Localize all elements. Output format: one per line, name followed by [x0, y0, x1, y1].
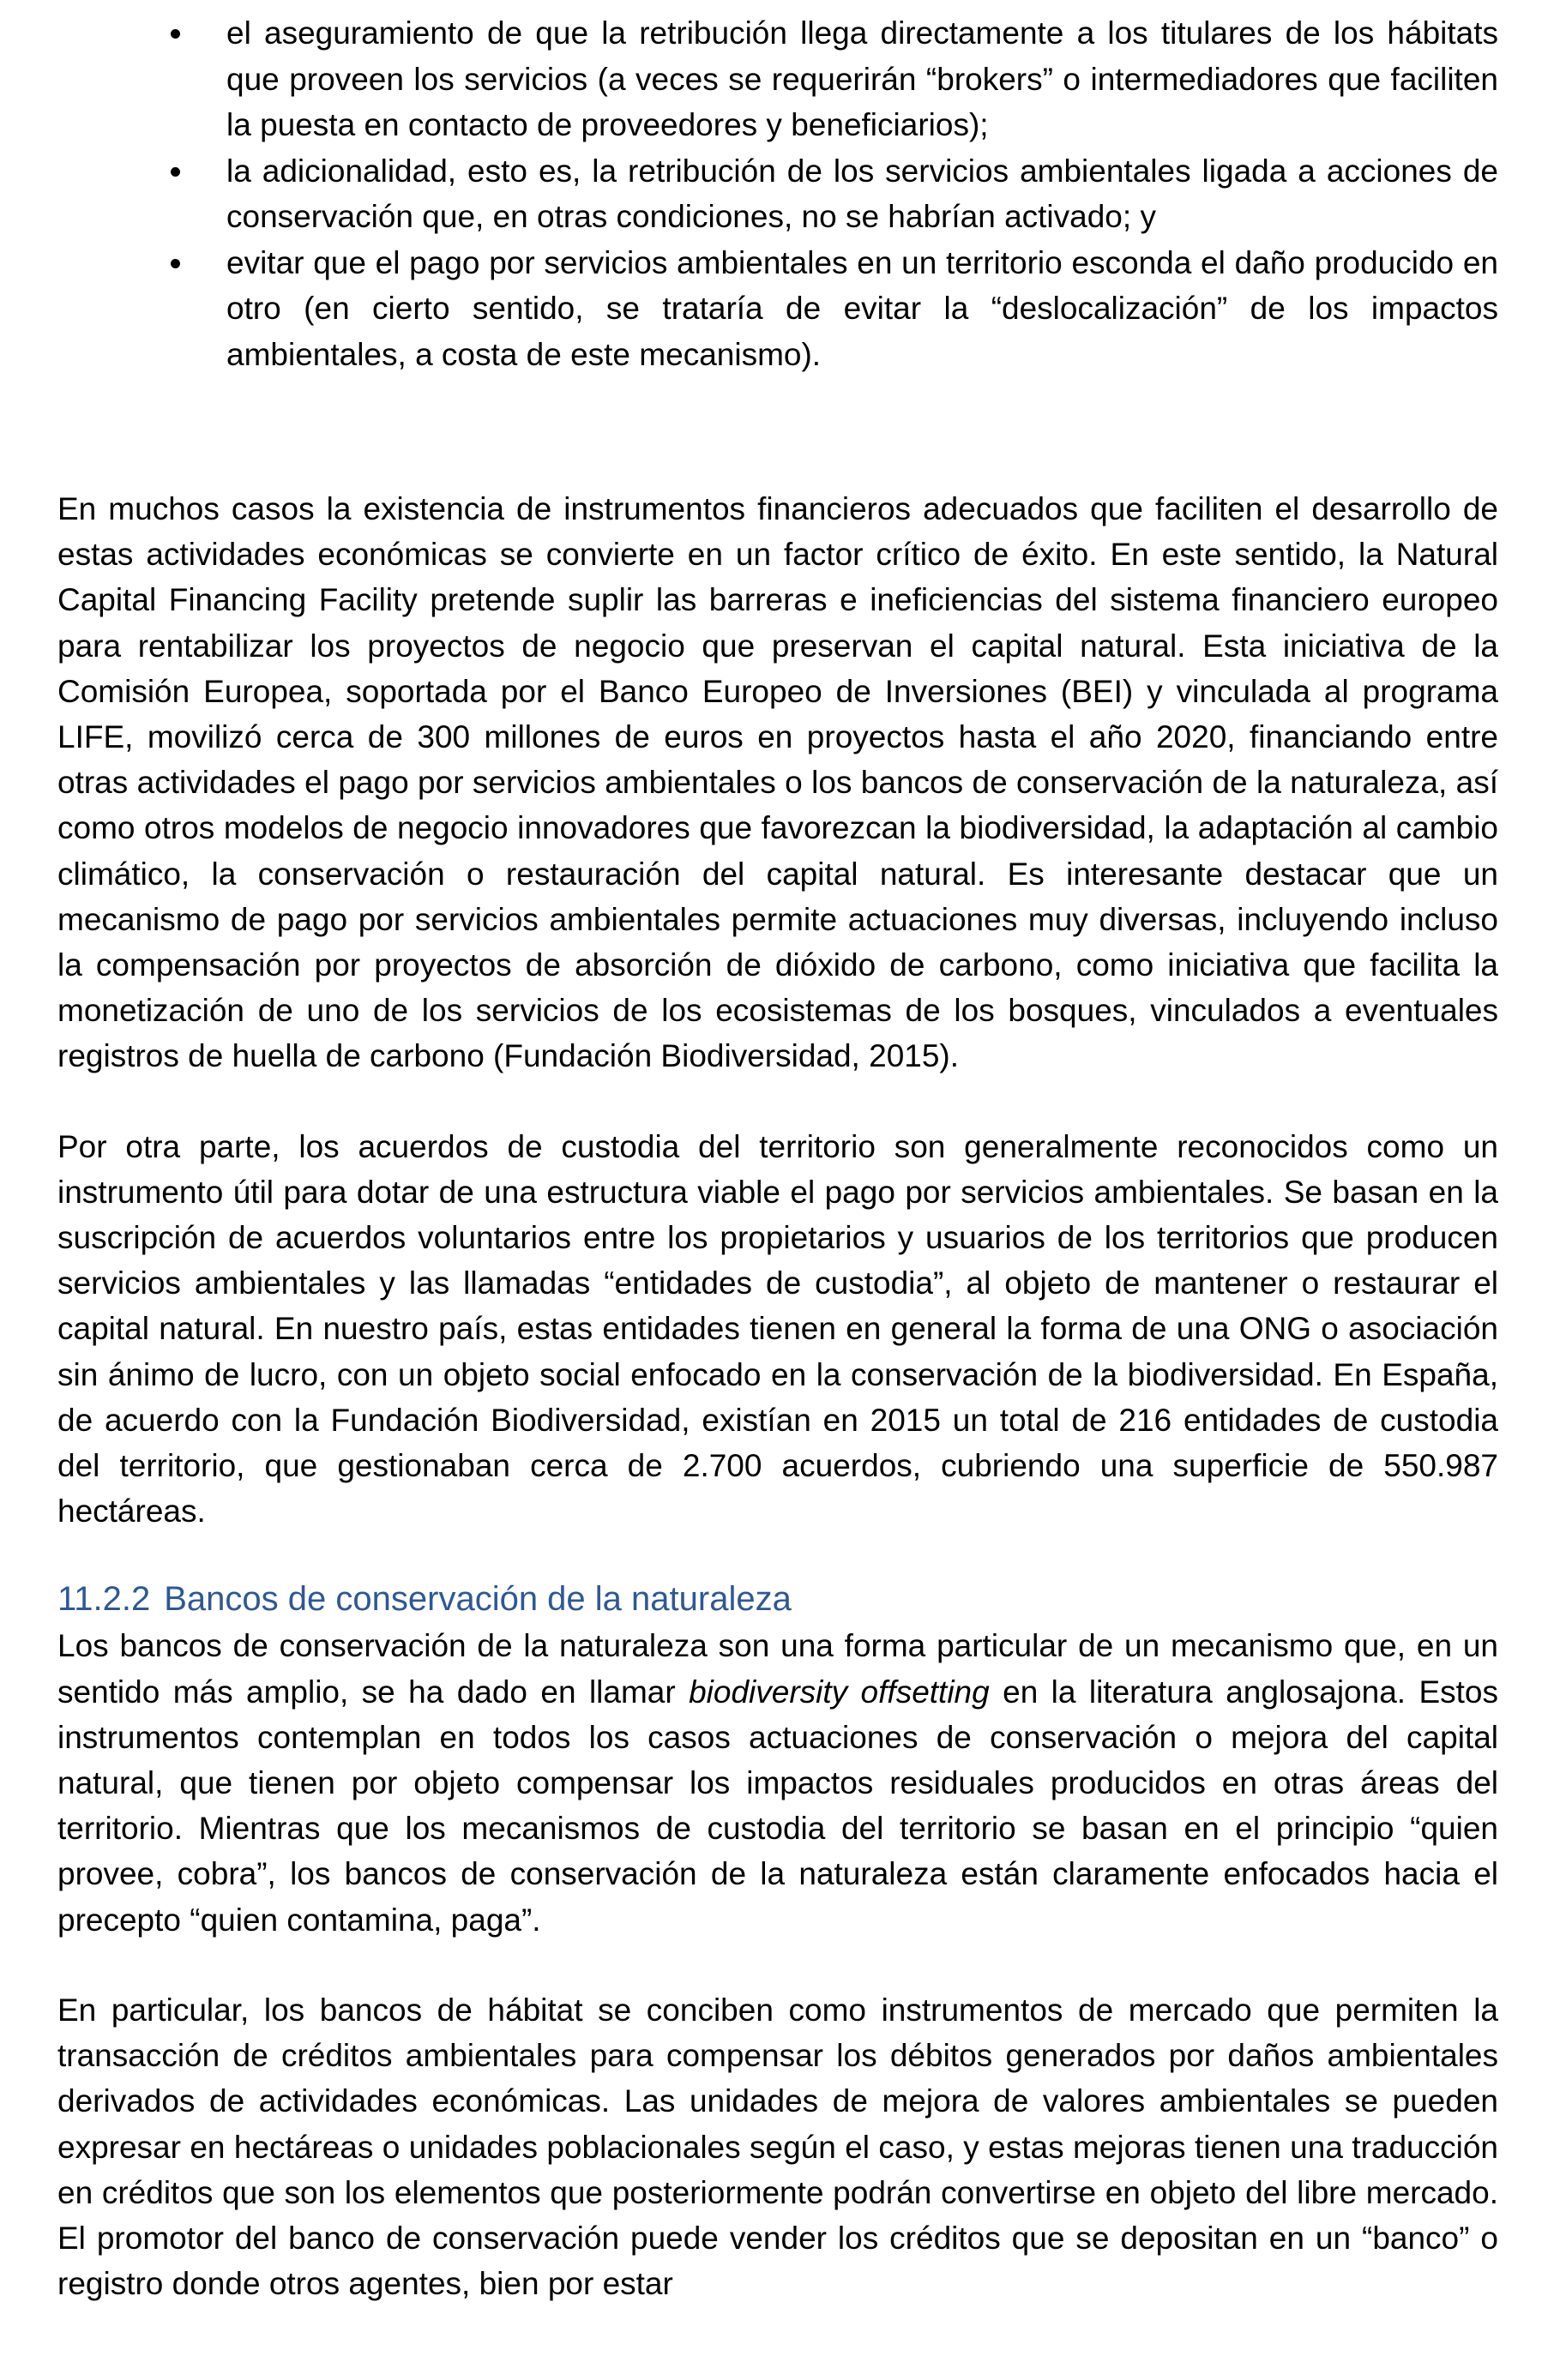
- section-number: 11.2.2: [57, 1580, 151, 1619]
- paragraph-offsetting-emphasis: biodiversity offsetting: [689, 1674, 990, 1710]
- bullet-text: la adicionalidad, esto es, la retribución de los servicios ambientales ligada a acciones de conservación que, en otras condiciones, no se habrían activado; y: [226, 153, 1498, 234]
- bullet-text: el aseguramiento de que la retribución llega directamente a los titulares de los hábitats que proveen los servicios (a veces se requerirán “brokers” o intermediadores que faciliten la puesta en contacto de proveedores y beneficiarios);: [226, 15, 1498, 142]
- section-title: Bancos de conservación de la naturaleza: [164, 1580, 792, 1619]
- section-heading: [57, 1575, 1498, 1623]
- bullet-list: [57, 10, 1498, 377]
- bullet-icon: [171, 167, 180, 177]
- bullet-icon: [171, 259, 180, 268]
- bullet-item: [57, 10, 1498, 148]
- paragraph-financing: En muchos casos la existencia de instrumentos financieros adecuados que faciliten el desarrollo de estas actividades económicas se convierte en un factor crítico de éxito. En este sentido, la Natural Capital Financing Facility pretende suplir las barreras e ineficiencias del sistema financiero europeo para rentabilizar los proyectos de negocio que preservan el capital natural. Esta iniciativa de la Comisión Europea, soportada por el Banco Europeo de Inversiones (BEI) y vinculada al programa LIFE, movilizó cerca de 300 millones de euros en proyectos hasta el año 2020, financiando entre otras actividades el pago por servicios ambientales o los bancos de conservación de la naturaleza, así como otros modelos de negocio innovadores que favorezcan la biodiversidad, la adaptación al cambio climático, la conservación o restauración del capital natural. Es interesante destacar que un mecanismo de pago por servicios ambientales permite actuaciones muy diversas, incluyendo incluso la compensación por proyectos de absorción de dióxido de carbono, como iniciativa que facilita la monetización de uno de los servicios de los ecosistemas de los bosques, vinculados a eventuales registros de huella de carbono (Fundación Biodiversidad, 2015).: [57, 491, 1498, 1074]
- paragraph-offsetting: [57, 1623, 1498, 1942]
- paragraph-habitat-banks: En particular, los bancos de hábitat se conciben como instrumentos de mercado que permiten la transacción de créditos ambientales para compensar los débitos generados por daños ambientales derivados de actividades económicas. Las unidades de mejora de valores ambientales se pueden expresar en hectáreas o unidades poblacionales según el caso, y estas mejoras tienen una traducción en créditos que son los elementos que posteriormente podrán convertirse en objeto del libre mercado. El promotor del banco de conservación puede vender los créditos que se depositan en un “banco” o registro donde otros agentes, bien por estar: [57, 1992, 1498, 2302]
- bullet-item: [57, 240, 1498, 378]
- bullet-text: evitar que el pago por servicios ambientales en un territorio esconda el daño producido en otro (en cierto sentido, se trataría de evitar la “deslocalización” de los impactos ambientales, a costa de este mecanismo).: [226, 244, 1498, 372]
- document-page: [57, 0, 1498, 2306]
- paragraph-offsetting-text-2: en la literatura anglosajona. Estos instrumentos contemplan en todos los casos actuaciones de conservación o mejora del capital natural, que tienen por objeto compensar los impactos residuales producidos en otras áreas del territorio. Mientras que los mecanismos de custodia del territorio se basan en el principio “quien provee, cobra”, los bancos de conservación de la naturaleza están claramente enfocados hacia el precepto “quien contamina, paga”.: [57, 1674, 1498, 1938]
- paragraph-offsetting-text-1: Los bancos de conservación de la naturaleza son una forma particular de un mecanismo que, en un sentido más amplio, se ha dado en llamar: [57, 1628, 1498, 1710]
- bullet-icon: [171, 29, 180, 39]
- paragraph-custody: Por otra parte, los acuerdos de custodia del territorio son generalmente reconocidos como un instrumento útil para dotar de una estructura viable el pago por servicios ambientales. Se basan en la suscripción de acuerdos voluntarios entre los propietarios y usuarios de los territorios que producen servicios ambientales y las llamadas “entidades de custodia”, al objeto de mantener o restaurar el capital natural. En nuestro país, estas entidades tienen en general la forma de una ONG o asociación sin ánimo de lucro, con un objeto social enfocado en la conservación de la biodiversidad. En España, de acuerdo con la Fundación Biodiversidad, existían en 2015 un total de 216 entidades de custodia del territorio, que gestionaban cerca de 2.700 acuerdos, cubriendo una superficie de 550.987 hectáreas.: [57, 1128, 1498, 1530]
- bullet-item: [57, 148, 1498, 240]
